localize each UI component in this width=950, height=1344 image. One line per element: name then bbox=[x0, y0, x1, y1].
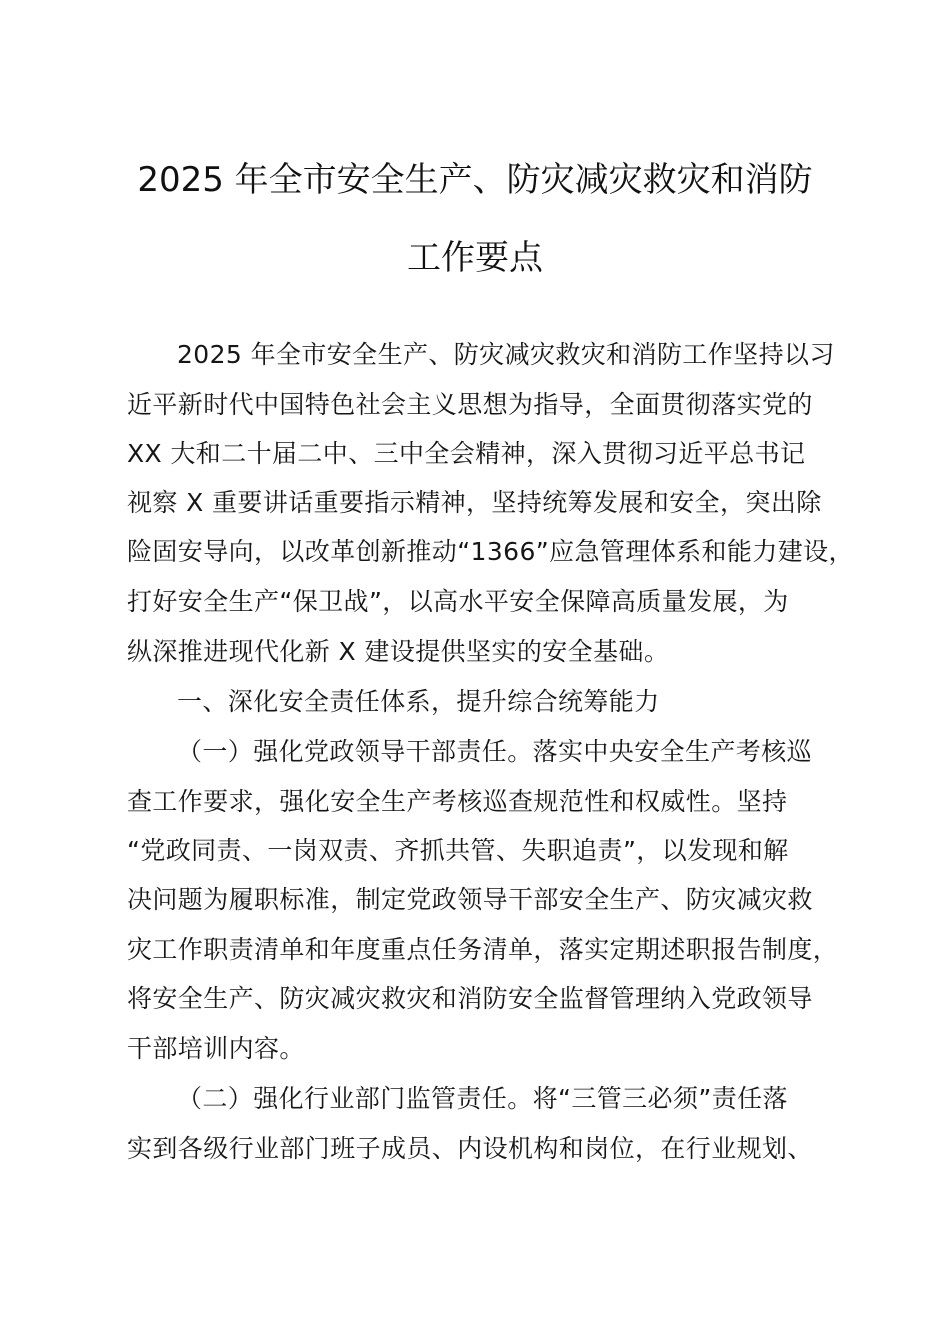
paragraph-line: 纵深推进现代化新 X 建设提供坚实的安全基础。 bbox=[127, 637, 670, 666]
paragraph-line: 实到各级行业部门班子成员、内设机构和岗位，在行业规划、 bbox=[127, 1134, 813, 1163]
paragraph-line: 2025 年全市安全生产、防灾减灾救灾和消防工作坚持以习 bbox=[177, 340, 835, 369]
paragraph-line: （二）强化行业部门监管责任。将“三管三必须”责任落 bbox=[177, 1084, 788, 1113]
paragraph-line: “党政同责、一岗双责、齐抓共管、失职追责”，以发现和解 bbox=[127, 836, 789, 865]
document-title-line-2: 工作要点 bbox=[407, 238, 543, 278]
paragraph-line: 险固安导向，以改革创新推动“1366”应急管理体系和能力建设， bbox=[127, 537, 854, 566]
paragraph-line: 视察 X 重要讲话重要指示精神，坚持统筹发展和安全，突出除 bbox=[127, 488, 822, 517]
document-title-line-1: 2025 年全市安全生产、防灾减灾救灾和消防 bbox=[137, 160, 813, 200]
paragraph-line: 干部培训内容。 bbox=[127, 1034, 305, 1063]
paragraph-line: 将安全生产、防灾减灾救灾和消防安全监督管理纳入党政领导 bbox=[127, 984, 813, 1013]
paragraph-line: 打好安全生产“保卫战”，以高水平安全保障高质量发展，为 bbox=[127, 587, 789, 616]
paragraph-line: 近平新时代中国特色社会主义思想为指导，全面贯彻落实党的 bbox=[127, 390, 813, 419]
section-heading: 一、深化安全责任体系，提升综合统筹能力 bbox=[177, 687, 660, 716]
paragraph-line: XX 大和二十届二中、三中全会精神，深入贯彻习近平总书记 bbox=[127, 439, 806, 468]
paragraph-line: 查工作要求，强化安全生产考核巡查规范性和权威性。坚持 bbox=[127, 787, 788, 816]
paragraph-line: 灾工作职责清单和年度重点任务清单，落实定期述职报告制度， bbox=[127, 935, 839, 964]
paragraph-line: （一）强化党政领导干部责任。落实中央安全生产考核巡 bbox=[177, 737, 813, 766]
paragraph-line: 决问题为履职标准，制定党政领导干部安全生产、防灾减灾救 bbox=[127, 885, 813, 914]
